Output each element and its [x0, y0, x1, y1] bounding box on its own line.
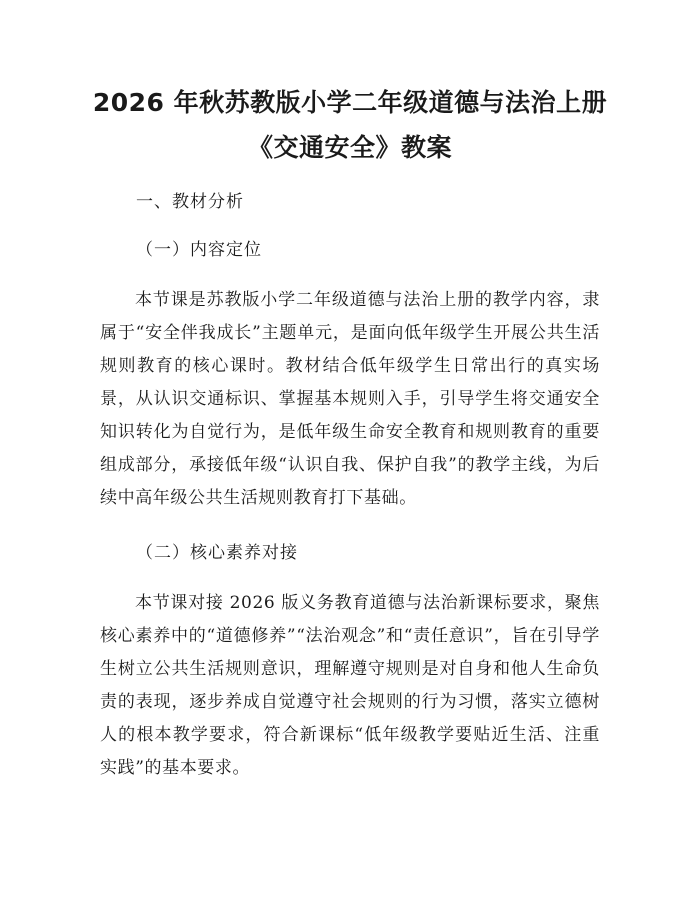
paragraph-core-literacy: 本节课对接 2026 版义务教育道德与法治新课标要求，聚焦核心素养中的“道德修养”“法治观念”和“责任意识”，旨在引导学生树立公共生活规则意识，理解遵守规则是对自身和他人生命负责的表现，逐步养成自觉遵守社会规则的行为习惯，落实立德树人的根本教学要求，符合新课标“低年级教学要贴近生活、注重实践”的基本要求。 — [100, 593, 600, 778]
section-heading-textbook-analysis: 一、教材分析 — [136, 192, 244, 212]
document-title-line-2: 《交通安全》教案 — [247, 133, 452, 162]
document-title-line-1: 2026 年秋苏教版小学二年级道德与法治上册 — [92, 88, 608, 117]
subsection-heading-content-positioning: （一）内容定位 — [136, 240, 262, 260]
paragraph-content-positioning: 本节课是苏教版小学二年级道德与法治上册的教学内容，隶属于“安全伴我成长”主题单元，是面向低年级学生开展公共生活规则教育的核心课时。教材结合低年级学生日常出行的真实场景，从认识交通标识、掌握基本规则入手，引导学生将交通安全知识转化为自觉行为，是低年级生命安全教育和规则教育的重要组成部分，承接低年级“认识自我、保护自我”的教学主线，为后续中高年级公共生活规则教育打下基础。 — [100, 290, 600, 508]
subsection-heading-core-literacy: （二）核心素养对接 — [136, 543, 298, 563]
